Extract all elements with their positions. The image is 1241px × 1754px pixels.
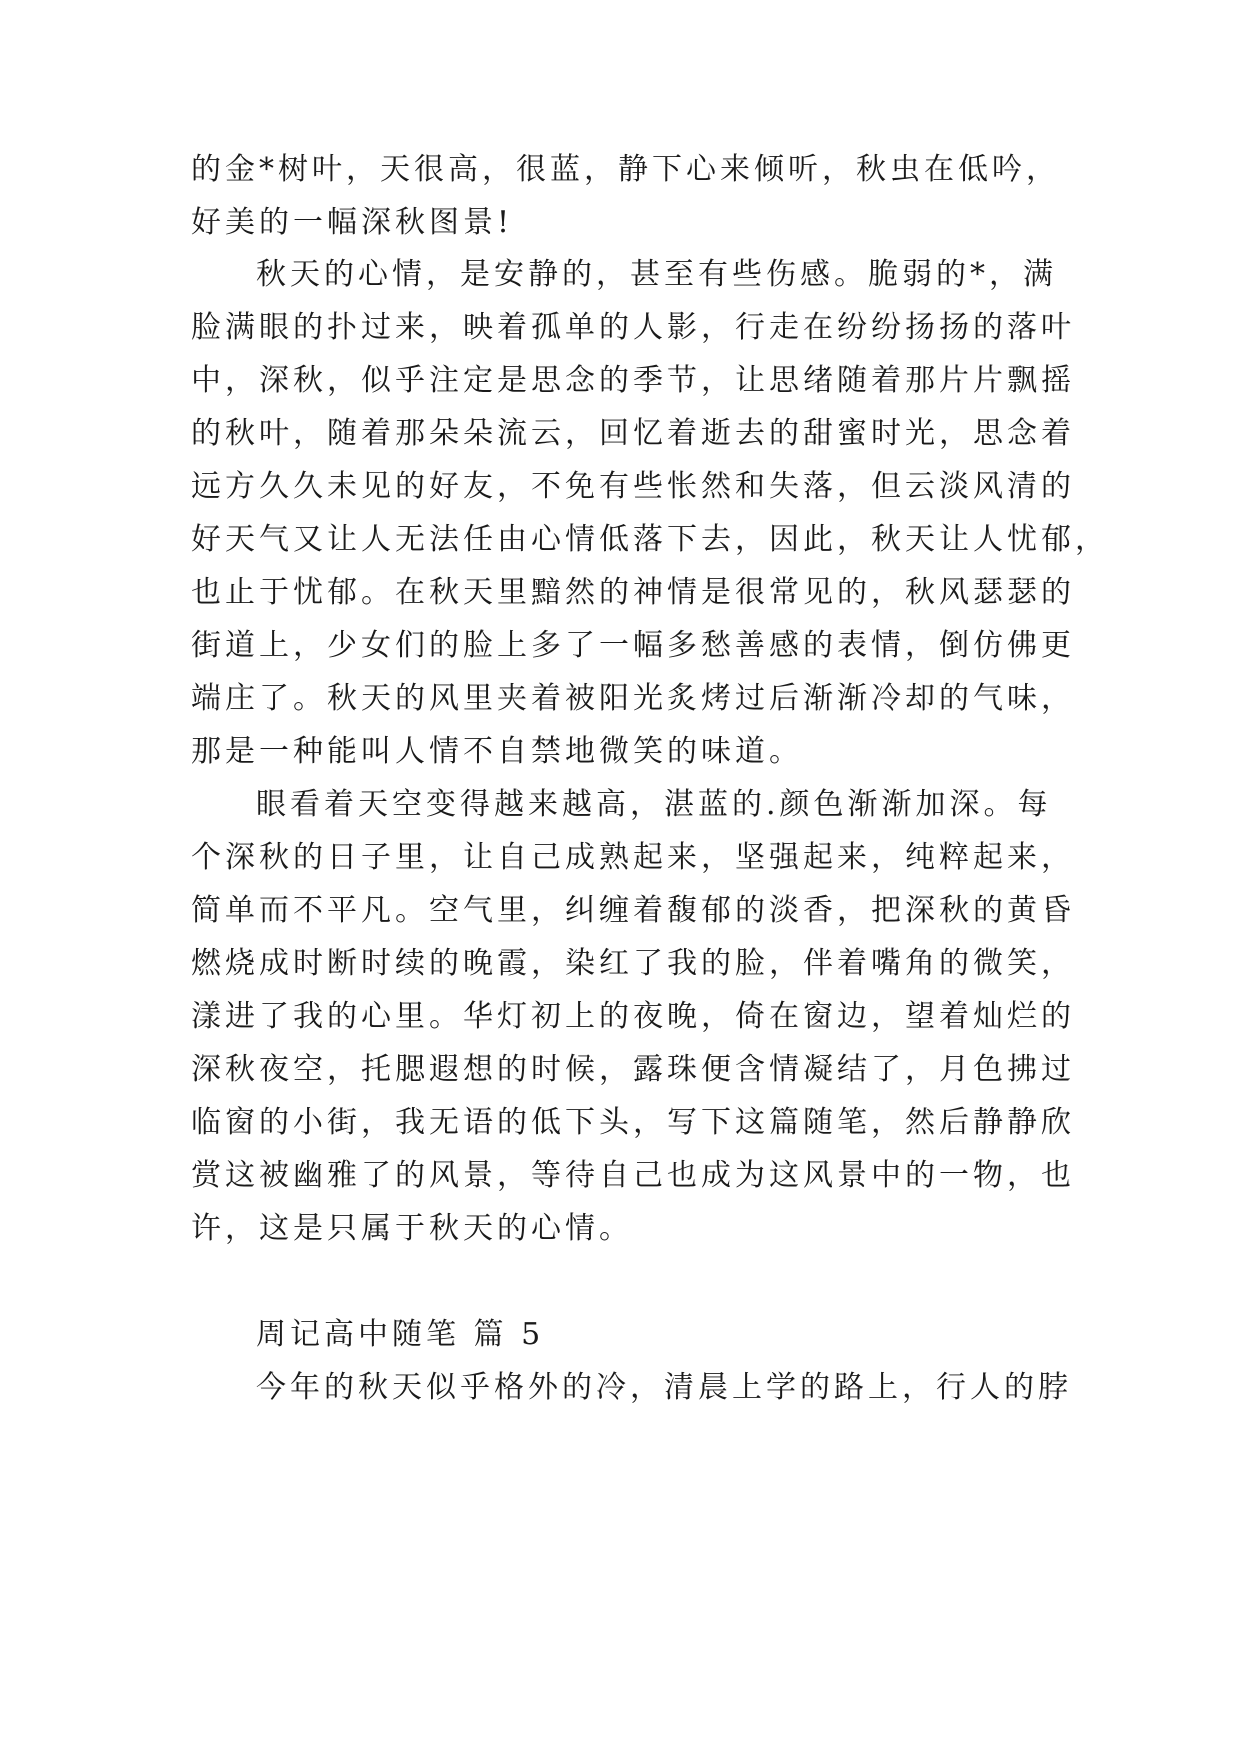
text-line: 漾进了我的心里。华灯初上的夜晚，倚在窗边，望着灿烂的 [191, 999, 1075, 1034]
text-line: 的秋叶，随着那朵朵流云，回忆着逝去的甜蜜时光，思念着 [191, 416, 1075, 451]
text-line: 临窗的小街，我无语的低下头，写下这篇随笔，然后静静欣 [191, 1105, 1075, 1140]
text-line: 端庄了。秋天的风里夹着被阳光炙烤过后渐渐冷却的气味， [191, 681, 1075, 716]
text-line: 简单而不平凡。空气里，纠缠着馥郁的淡香，把深秋的黄昏 [191, 893, 1075, 928]
text-line: 燃烧成时断时续的晚霞，染红了我的脸，伴着嘴角的微笑， [191, 946, 1075, 981]
text-line: 的金*树叶，天很高，很蓝，静下心来倾听，秋虫在低吟， [191, 152, 1060, 187]
text-line: 那是一种能叫人情不自禁地微笑的味道。 [191, 734, 803, 769]
text-line: 中，深秋，似乎注定是思念的季节，让思绪随着那片片飘摇 [191, 363, 1075, 398]
text-line: 好美的一幅深秋图景! [191, 205, 514, 240]
text-line: 远方久久未见的好友，不免有些怅然和失落，但云淡风清的 [191, 469, 1075, 504]
paragraph-first-line: 秋天的心情，是安静的，甚至有些伤感。脆弱的*，满 [256, 257, 1057, 292]
text-line: 深秋夜空，托腮遐想的时候，露珠便含情凝结了，月色拂过 [191, 1052, 1075, 1087]
text-line: 赏这被幽雅了的风景，等待自己也成为这风景中的一物，也 [191, 1158, 1075, 1193]
text-line: 脸满眼的扑过来，映着孤单的人影，行走在纷纷扬扬的落叶 [191, 310, 1075, 345]
text-line: 许，这是只属于秋天的心情。 [191, 1211, 633, 1246]
text-line: 街道上，少女们的脸上多了一幅多愁善感的表情，倒仿佛更 [191, 628, 1075, 663]
text-line: 个深秋的日子里，让自己成熟起来，坚强起来，纯粹起来， [191, 840, 1075, 875]
text-line: 也止于忧郁。在秋天里黯然的神情是很常见的，秋风瑟瑟的 [191, 575, 1075, 610]
paragraph-first-line: 眼看着天空变得越来越高，湛蓝的.颜色渐渐加深。每 [256, 787, 1052, 822]
text-line: 好天气又让人无法任由心情低落下去，因此，秋天让人忧郁， [191, 522, 1109, 557]
section-heading: 周记高中随笔 篇 5 [256, 1317, 545, 1352]
paragraph-first-line: 今年的秋天似乎格外的冷，清晨上学的路上，行人的脖 [256, 1370, 1072, 1405]
